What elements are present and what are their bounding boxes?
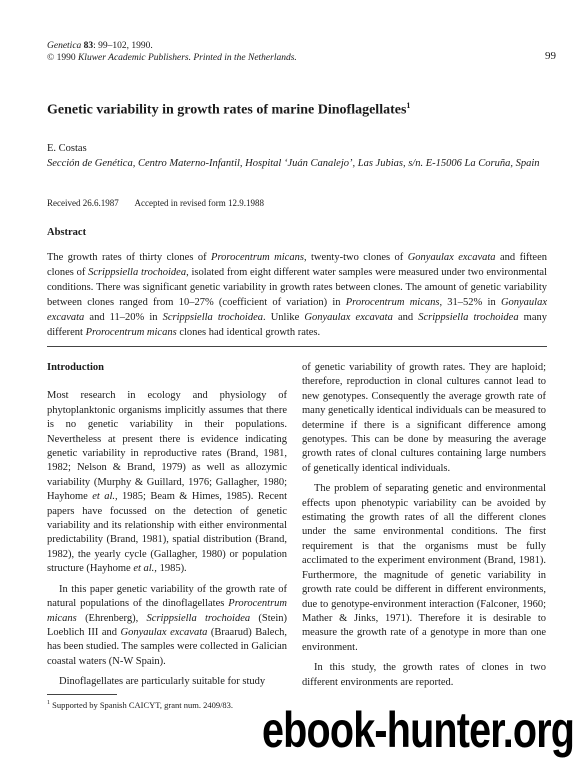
footnote-mark: 1	[47, 700, 50, 707]
intro-paragraph-2: In this paper genetic variability of the growth rate of natural populations of the dinoflagellates Prorocentrum micans (Ehrenberg), Scrippsiella trochoidea (Stein) Loeblich III and Gonyaulax excavata (Braarud) Balech, has been studied. The samples were collected in Galician coastal waters (N-W Spain).	[47, 583, 287, 667]
received-date: Received 26.6.1987	[47, 198, 119, 208]
section-divider	[47, 346, 547, 347]
introduction-heading: Introduction	[47, 362, 104, 373]
intro-paragraph-5: In this study, the growth rates of clones in two different environments are reported.	[302, 662, 546, 688]
dates	[47, 198, 278, 208]
footnote	[47, 700, 233, 710]
author: E. Costas	[47, 143, 87, 154]
article-title-text: Genetic variability in growth rates of marine Dinoflagellates	[47, 102, 407, 118]
accepted-date: Accepted in revised form 12.9.1988	[134, 198, 264, 208]
intro-paragraph-1: Most research in ecology and physiology of phytoplanktonic organisms implicitly assumes that there is no genetic variability in their populations. Nevertheless at present there is evidence indicating genetic variability in reproductive rates (Brand, 1981, 1982; Nelson & Brand, 1979) as well as allozymic variability (Murphy & Guillard, 1976; Gallagher, 1980; Hayhome et al., 1985; Beam & Himes, 1985). Recent papers have focussed on the detection of genetic variability and its relationship with either environmental predictability (Brand, 1981), spatial distribution (Brand, 1982), the yearly cycle (Gallagher, 1980) or population structure (Hayhome et al., 1985).	[47, 390, 287, 575]
publisher: Kluwer Academic Publishers. Printed in the Netherlands.	[77, 53, 297, 63]
intro-paragraph-4: The problem of separating genetic and environmental effects upon phenotypic variability can be avoided by estimating the growth rates of all the different clones under the same environmental conditions. The first requirement is that the organisms must be fully acclimated to the experiment environment (Brand, 1981). Furthermore, the magnitude of genetic variability in growth rate could be different in different environments, due to genotype-environment interaction (Falconer, 1960; Mather & Jinks, 1971). Therefore it is desirable to measure the growth rate of a genotype in more than one environment.	[302, 483, 546, 653]
intro-paragraph-3-cont: of genetic variability of growth rates. They are haploid; therefore, reproduction in clonal cultures cannot lead to new genotypes. Consequently the average growth rate of many genetically identical individuals can be measured to determine if there is a significant difference among genotypes. This can be done by measuring the average growth rates of clonal cultures containing large numbers of genetically identical individuals.	[302, 362, 546, 474]
copyright: © 1990	[47, 53, 76, 63]
journal-citation	[47, 40, 297, 64]
page-number: 99	[545, 50, 556, 62]
intro-paragraph-3: Dinoflagellates are particularly suitable for study	[59, 676, 266, 688]
watermark: ebook-hunter.org	[262, 702, 575, 758]
right-column	[302, 361, 546, 690]
abstract-heading: Abstract	[47, 227, 87, 238]
footnote-text: Supported by Spanish CAICYT, grant num. 2409/83.	[50, 700, 234, 710]
affiliation: Sección de Genética, Centro Materno-Infantil, Hospital ‘Juán Canalejo’, Las Jubias, s/n. E-15006 La Coruña, Spain	[47, 158, 540, 169]
footnote-rule	[47, 694, 117, 695]
abstract-body: The growth rates of thirty clones of Prorocentrum micans, twenty-two clones of Gonyaulax excavata and fifteen clones of Scrippsiella trochoidea, isolated from eight different water samples were measured under two environmental conditions. There was significant genetic variability in growth rates between clones. The amount of genetic variability between clones ranged from 10–27% (coefficient of variation) in Prorocentrum micans, 31–52% in Gonyaulax excavata and 11–20% in Scrippsiella trochoidea. Unlike Gonyaulax excavata and Scrippsiella trochoidea many different Prorocentrum micans clones had identical growth rates.	[47, 252, 548, 338]
article-title	[47, 101, 410, 119]
journal-name: Genetica	[47, 41, 82, 51]
title-footnote-mark: 1	[406, 101, 411, 110]
journal-pages: : 99–102, 1990.	[93, 41, 153, 51]
journal-volume: 83	[83, 41, 94, 51]
left-column	[47, 361, 287, 690]
